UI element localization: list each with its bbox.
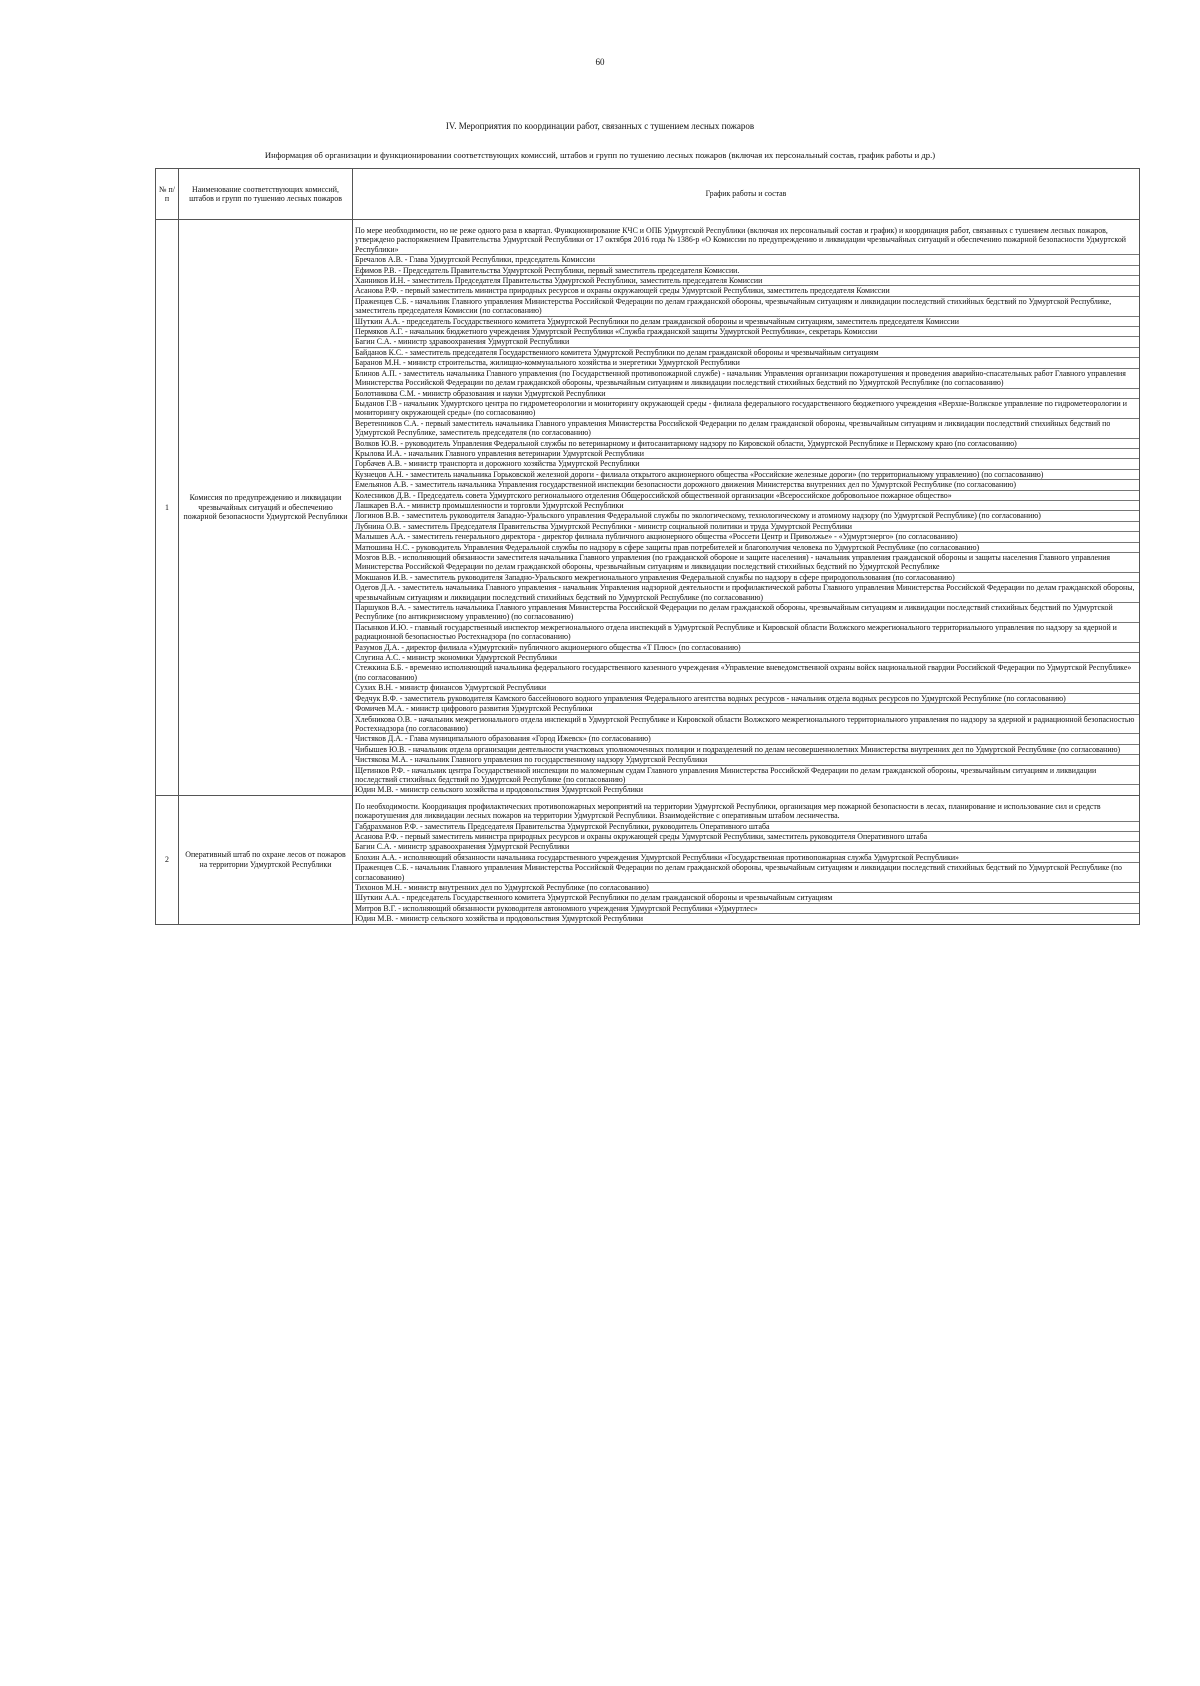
member-entry: Федчук В.Ф. - заместитель руководителя Камского бассейнового водного управления Федерального агентства водных ресурсов - начальник отдела водных ресурсов по Удмуртской Республике (по согласованию) — [353, 694, 1139, 704]
member-entry: Щетинков Р.Ф. - начальник центра Государственной инспекции по маломерным судам Главного управления Министерства Российской Федерации по делам гражданской обороны, чрезвычайным ситуациям и ликвидации последствий стихийных бедствий по Удмуртской Республике (по согласованию) — [353, 766, 1139, 786]
page-number: 60 — [595, 57, 605, 67]
member-entry: Волков Ю.В. - руководитель Управления Федеральной службы по ветеринарному и фитосанитарному надзору по Кировской области, Удмуртской Республике и Пермскому краю (по согласованию) — [353, 439, 1139, 449]
member-entry: Багин С.А. - министр здравоохранения Удмуртской Республики — [353, 842, 1139, 852]
member-entry: Разумов Д.А. - директор филиала «Удмуртский» публичного акционерного общества «Т Плюс» (по согласованию) — [353, 643, 1139, 653]
member-entry: Логинов В.В. - заместитель руководителя Западно-Уральского управления Федеральной службы по экологическому, технологическому и атомному надзору (по Удмуртской Республике) (по согласованию) — [353, 511, 1139, 521]
committee-name: Оперативный штаб по охране лесов от пожаров на территории Удмуртской Республики — [179, 795, 353, 924]
member-entry: Блинов А.П. - заместитель начальника Главного управления (по Государственной противопожарной службе) - начальник Управления организации пожаротушения и проведения аварийно-спасательных работ Главного управления Министерства Российской Федерации по делам гражданской обороны, чрезвычайным ситуациям и ликвидации последствий стихийных бедствий по Удмуртской Республике (по согласованию) — [353, 369, 1139, 389]
member-entry: Стежкина Б.Б. - временно исполняющий начальника федерального государственного казенного учреждения «Управление вневедомственной охраны войск национальной гвардии Российской Федерации по Удмуртской Республике» (по согласованию) — [353, 663, 1139, 683]
member-entry: Горбачев А.В. - министр транспорта и дорожного хозяйства Удмуртской Республики — [353, 459, 1139, 469]
member-entry: Праженцев С.Б. - начальник Главного управления Министерства Российской Федерации по делам гражданской обороны, чрезвычайным ситуациям и ликвидации последствий стихийных бедствий по Удмуртской Республике, заместитель председателя Комиссии (по согласованию) — [353, 297, 1139, 317]
member-entry: Багин С.А. - министр здравоохранения Удмуртской Республики — [353, 337, 1139, 347]
row-number: 1 — [156, 220, 179, 796]
member-entry: Чистякова М.А. - начальник Главного управления по государственному надзору Удмуртской Республики — [353, 755, 1139, 765]
table-subtitle: Информация об организации и функционировании соответствующих комиссий, штабов и групп по тушению лесных пожаров (включая их персональный состав, график работы и др.) — [264, 150, 936, 160]
member-entry: Лубнина О.В. - заместитель Председателя Правительства Удмуртской Республики - министр социальной политики и труда Удмуртской Республики — [353, 522, 1139, 532]
member-entry: Лашкарев В.А. - министр промышленности и торговли Удмуртской Республики — [353, 501, 1139, 511]
member-entry: Ефимов Р.В. - Председатель Правительства Удмуртской Республики, первый заместитель председателя Комиссии. — [353, 266, 1139, 276]
member-entry: Хлебникова О.В. - начальник межрегионального отдела инспекций в Удмуртской Республике и Кировской области Волжского межрегионального территориального управления по надзору за ядерной и радиационной безопасностью Ростехнадзора (по согласованию) — [353, 715, 1139, 735]
schedule-and-members — [353, 795, 1140, 924]
members-list — [353, 796, 1139, 924]
member-entry: Сухих В.Н. - министр финансов Удмуртской Республики — [353, 683, 1139, 693]
member-entry: Чибышев Ю.В. - начальник отдела организации деятельности участковых уполномоченных полиции и подразделений по делам несовершеннолетних Министерства внутренних дел по Удмуртской Республике (по согласованию) — [353, 745, 1139, 755]
member-entry: Емельянов А.В. - заместитель начальника Управления государственной инспекции безопасности дорожного движения Министерства внутренних дел по Удмуртской Республике (по согласованию) — [353, 480, 1139, 490]
member-entry: Мокшанов И.В. - заместитель руководителя Западно-Уральского межрегионального управления Федеральной службы по надзору в сфере природопользования (по согласованию) — [353, 573, 1139, 583]
member-entry: Крылова И.А. - начальник Главного управления ветеринарии Удмуртской Республики — [353, 449, 1139, 459]
member-entry: Веретенников С.А. - первый заместитель начальника Главного управления Министерства Российской Федерации по делам гражданской обороны, чрезвычайным ситуациям и ликвидации последствий стихийных бедствий по Удмуртской Республике, заместитель председателя (по согласованию) — [353, 419, 1139, 439]
table-header-row — [156, 169, 1140, 220]
schedule-and-members — [353, 220, 1140, 796]
member-entry: Слугина А.С. - министр экономики Удмуртской Республики — [353, 653, 1139, 663]
member-entry: Асанова Р.Ф. - первый заместитель министра природных ресурсов и охраны окружающей среды Удмуртской Республики, заместитель руководителя Оперативного штаба — [353, 832, 1139, 842]
committee-name: Комиссия по предупреждению и ликвидации чрезвычайных ситуаций и обеспечению пожарной безопасности Удмуртской Республики — [179, 220, 353, 796]
schedule-description: По необходимости. Координация профилактических противопожарных мероприятий на территории Удмуртской Республики, организация мер пожарной безопасности в лесах, планирование и использование сил и средств пожаротушения для ликвидации лесных пожаров на территории Удмуртской Республики. Взаимодействие с оперативным штабом лесничества. — [353, 796, 1139, 822]
member-entry: Паршуков В.А. - заместитель начальника Главного управления Министерства Российской Федерации по делам гражданской обороны, чрезвычайным ситуациям и ликвидации последствий стихийных бедствий по Удмуртской Республике (по антикризисному управлению) (по согласованию) — [353, 603, 1139, 623]
row-number: 2 — [156, 795, 179, 924]
member-entry: Байданов К.С. - заместитель председателя Государственного комитета Удмуртской Республики по делам гражданской обороны и чрезвычайным ситуациям — [353, 348, 1139, 358]
members-list — [353, 220, 1139, 795]
member-entry: Шуткин А.А. - председатель Государственного комитета Удмуртской Республики по делам гражданской обороны и чрезвычайным ситуациям, заместитель председателя Комиссии — [353, 317, 1139, 327]
member-entry: Болотникова С.М. - министр образования и науки Удмуртской Республики — [353, 389, 1139, 399]
member-entry: Мозгов В.В. - исполняющий обязанности заместителя начальника Главного управления (по гражданской обороне и защите населения) - начальник управления гражданской обороны и защиты населения Главного управления Министерства Российской Федерации по делам гражданской обороны, чрезвычайным ситуациям и ликвидации последствий стихийных бедствий по Удмуртской Республике — [353, 553, 1139, 573]
header-num: № п/п — [156, 169, 179, 220]
table-row — [156, 220, 1140, 796]
member-entry: Юдин М.В. - министр сельского хозяйства и продовольствия Удмуртской Республики — [355, 914, 643, 924]
member-entry: Пасынков И.Ю. - главный государственный инспектор межрегионального отдела инспекций в Удмуртской Республике и Кировской области Волжского межрегионального территориального управления по надзору за ядерной и радиационной безопасностью Ростехнадзора (по согласованию) — [353, 623, 1139, 643]
member-entry: Габдрахманов Р.Ф. - заместитель Председателя Правительства Удмуртской Республики, руководитель Оперативного штаба — [353, 822, 1139, 832]
table-row — [156, 795, 1140, 924]
member-entry: Фомичев М.А. - министр цифрового развития Удмуртской Республики — [353, 704, 1139, 714]
member-entry: Асанова Р.Ф. - первый заместитель министра природных ресурсов и охраны окружающей среды Удмуртской Республики, заместитель председателя Комиссии — [353, 286, 1139, 296]
member-entry: Тихонов М.Н. - министр внутренних дел по Удмуртской Республике (по согласованию) — [353, 883, 1139, 893]
member-entry: Шуткин А.А. - председатель Государственного комитета Удмуртской Республики по делам гражданской обороны и чрезвычайным ситуациям — [353, 893, 1139, 903]
member-entry: Чистяков Д.А. - Глава муниципального образования «Город Ижевск» (по согласованию) — [353, 734, 1139, 744]
member-entry: Кузнецов А.Н. - заместитель начальника Горьковской железной дороги - филиала открытого акционерного общества «Российские железные дороги» (по территориальному управлению) (по согласованию) — [353, 470, 1139, 480]
schedule-description: По мере необходимости, но не реже одного раза в квартал. Функционирование КЧС и ОПБ Удмуртской Республики (включая их персональный состав и график) и координация работ, связанных с тушением лесных пожаров, утверждено распоряжением Правительства Удмуртской Республики от 17 октября 2016 года № 1386-р «О Комиссии по предупреждению и ликвидации чрезвычайных ситуаций и обеспечению пожарной безопасности Удмуртской Республики» — [353, 220, 1139, 255]
member-entry: Одегов Д.А. - заместитель начальника Главного управления - начальник Управления надзорной деятельности и профилактической работы Главного управления Министерства Российской Федерации по делам гражданской обороны, чрезвычайным ситуациям и ликвидации последствий стихийных бедствий по Удмуртской Республике (по согласованию) — [353, 583, 1139, 603]
member-entry: Ханников И.Н. - заместитель Председателя Правительства Удмуртской Республики, заместитель председателя Комиссии — [353, 276, 1139, 286]
member-entry: Митров В.Г. - исполняющий обязанности руководителя автономного учреждения Удмуртской Республики «Удмуртлес» — [353, 904, 1139, 914]
member-entry: Бречалов А.В. - Глава Удмуртской Республики, председатель Комиссии — [353, 255, 1139, 265]
header-name: Наименование соответствующих комиссий, штабов и групп по тушению лесных пожаров — [179, 169, 353, 220]
member-entry: Юдин М.В. - министр сельского хозяйства и продовольствия Удмуртской Республики — [355, 785, 643, 795]
member-entry: Баранов М.Н. - министр строительства, жилищно-коммунального хозяйства и энергетики Удмуртской Республики — [353, 358, 1139, 368]
section-title: IV. Мероприятия по координации работ, связанных с тушением лесных пожаров — [445, 121, 755, 131]
member-entry: Колесников Д.В. - Председатель совета Удмуртского регионального отделения Общероссийской общественной организации «Всероссийское добровольное пожарное общество» — [353, 491, 1139, 501]
member-entry: Малышев А.А. - заместитель генерального директора - директор филиала публичного акционерного общества «Россети Центр и Приволжье» - «Удмуртэнерго» (по согласованию) — [353, 532, 1139, 542]
member-entry: Праженцев С.Б. - начальник Главного управления Министерства Российской Федерации по делам гражданской обороны, чрезвычайным ситуациям и ликвидации последствий стихийных бедствий по Удмуртской Республике (по согласованию) — [353, 863, 1139, 883]
member-entry: Пермяков А.Г. - начальник бюджетного учреждения Удмуртской Республики «Служба гражданской защиты Удмуртской Республики», секретарь Комиссии — [353, 327, 1139, 337]
member-entry: Матюшина Н.С. - руководитель Управления Федеральной службы по надзору в сфере защиты прав потребителей и благополучия человека по Удмуртской Республике (по согласованию) — [353, 543, 1139, 553]
member-entry: Блохин А.А. - исполняющий обязанности начальника государственного учреждения Удмуртской Республики «Государственная противопожарная служба Удмуртской Республики» — [353, 853, 1139, 863]
member-entry: Быданов Г.В - начальник Удмуртского центра по гидрометеорологии и мониторингу окружающей среды - филиала федерального государственного бюджетного учреждения «Верхне-Волжское управление по гидрометеорологии и мониторингу окружающей среды» (по согласованию) — [353, 399, 1139, 419]
header-schedule: График работы и состав — [353, 169, 1140, 220]
committees-table — [155, 168, 1140, 925]
